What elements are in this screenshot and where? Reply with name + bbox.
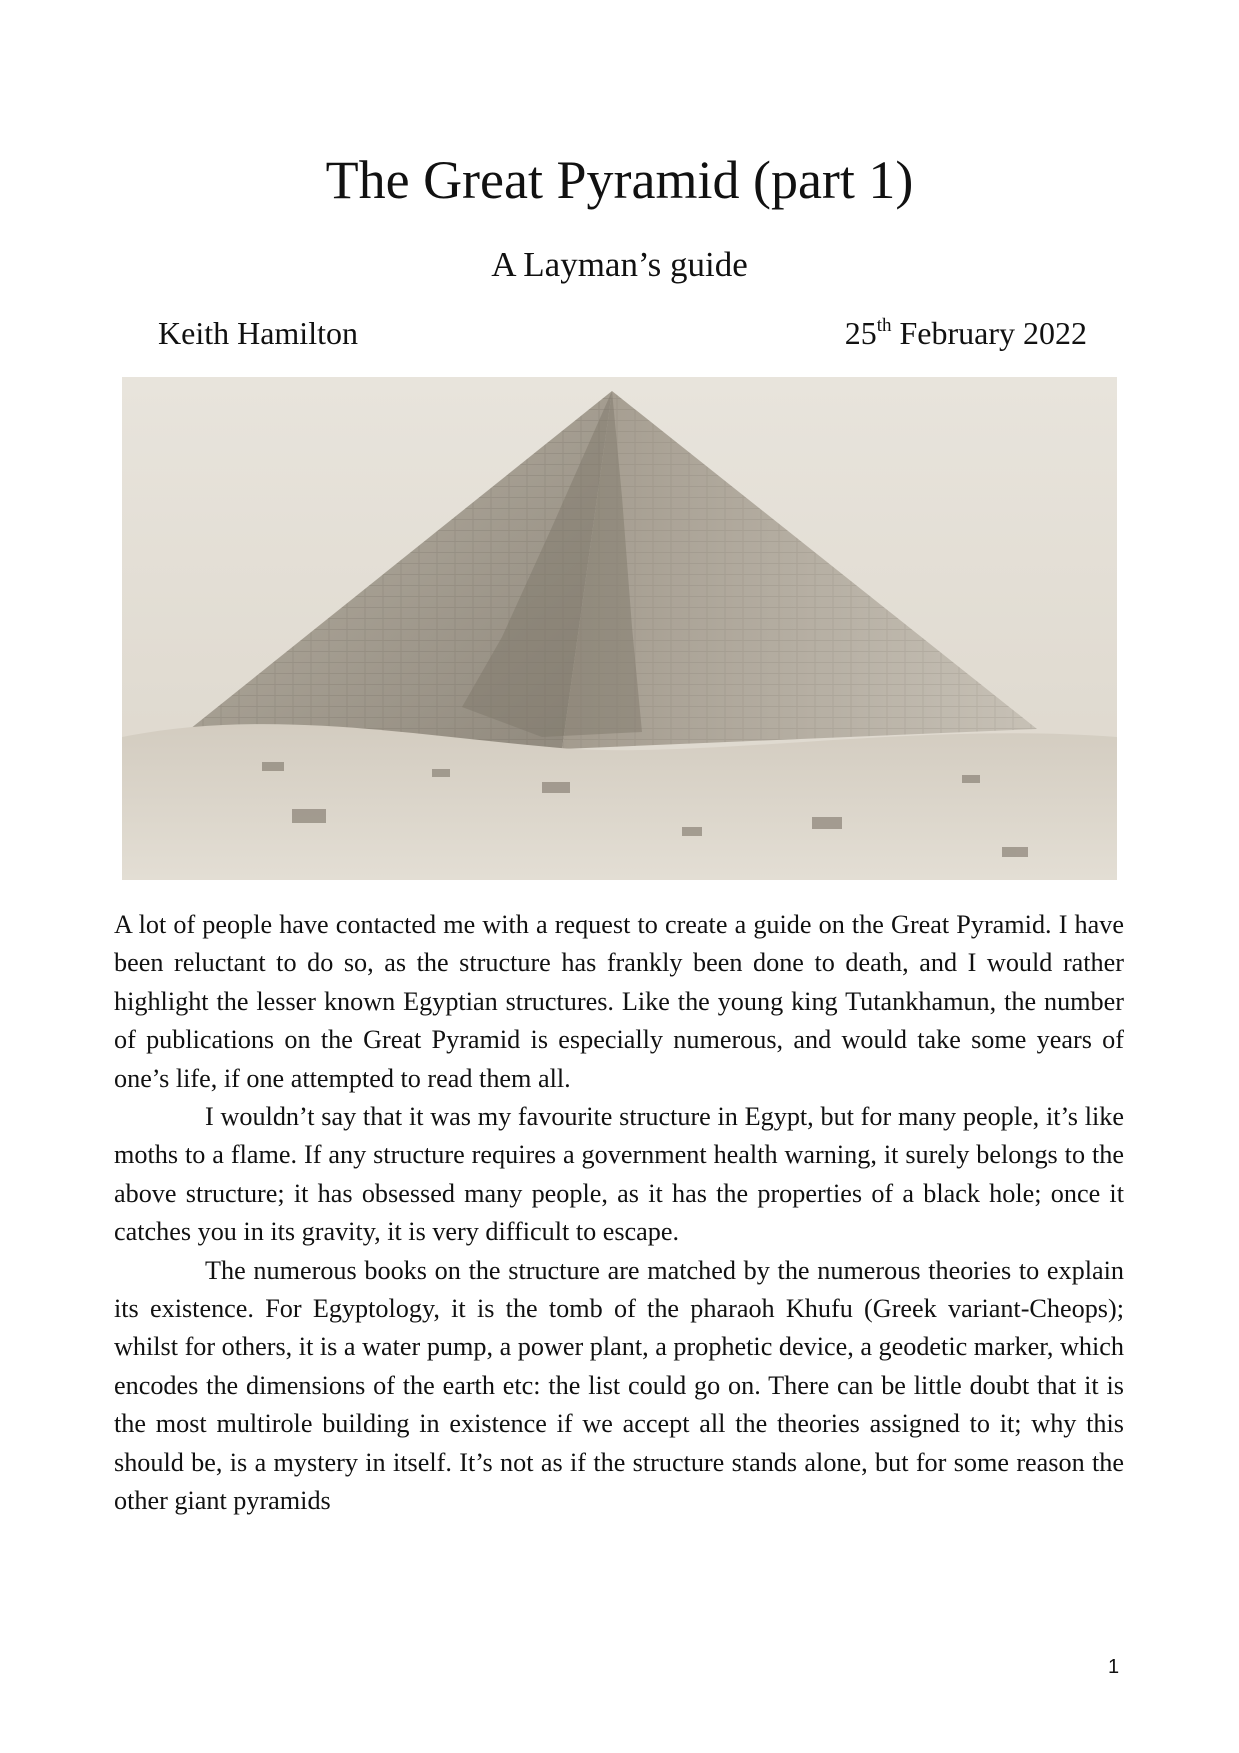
- document-subtitle: A Layman’s guide: [491, 245, 748, 284]
- date-month-year: February 2022: [899, 315, 1087, 351]
- body-text: [114, 906, 1124, 1521]
- pyramid-illustration: [122, 377, 1117, 880]
- date-day: 25: [844, 315, 877, 351]
- page-number: 1: [1108, 1656, 1120, 1678]
- publication-date: [845, 313, 1087, 353]
- paragraph-3: The numerous books on the structure are matched by the numerous theories to explain its existence. For Egyptology, it is the tomb of the pharaoh Khufu (Greek variant-Cheops); whilst for others, it is a water pump, a power plant, a prophetic device, a geodetic marker, which encodes the dimensions of the earth etc: the list could go on. There can be little doubt that it is the most multirole building in existence if we accept all the theories assigned to it; why this should be, is a mystery in itself. It’s not as if the structure stands alone, but for some reason the other giant pyramids: [114, 1255, 1124, 1516]
- document-title: The Great Pyramid (part 1): [325, 150, 914, 210]
- paragraph-2: I wouldn’t say that it was my favourite structure in Egypt, but for many people, it’s like moths to a flame. If any structure requires a government health warning, it surely belongs to the above structure; it has obsessed many people, as it has the properties of a black hole; once it catches you in its gravity, it is very difficult to escape.: [114, 1102, 1124, 1247]
- paragraph-1: A lot of people have contacted me with a request to create a guide on the Great Pyramid. I have been reluctant to do so, as the structure has frankly been done to death, and I would rather highlight the lesser known Egyptian structures. Like the young king Tutankhamun, the number of publications on the Great Pyramid is especially numerous, and would take some years of one’s life, if one attempted to read them all.: [114, 910, 1124, 1093]
- date-ordinal-suffix: th: [876, 315, 892, 336]
- author-name: Keith Hamilton: [158, 315, 358, 351]
